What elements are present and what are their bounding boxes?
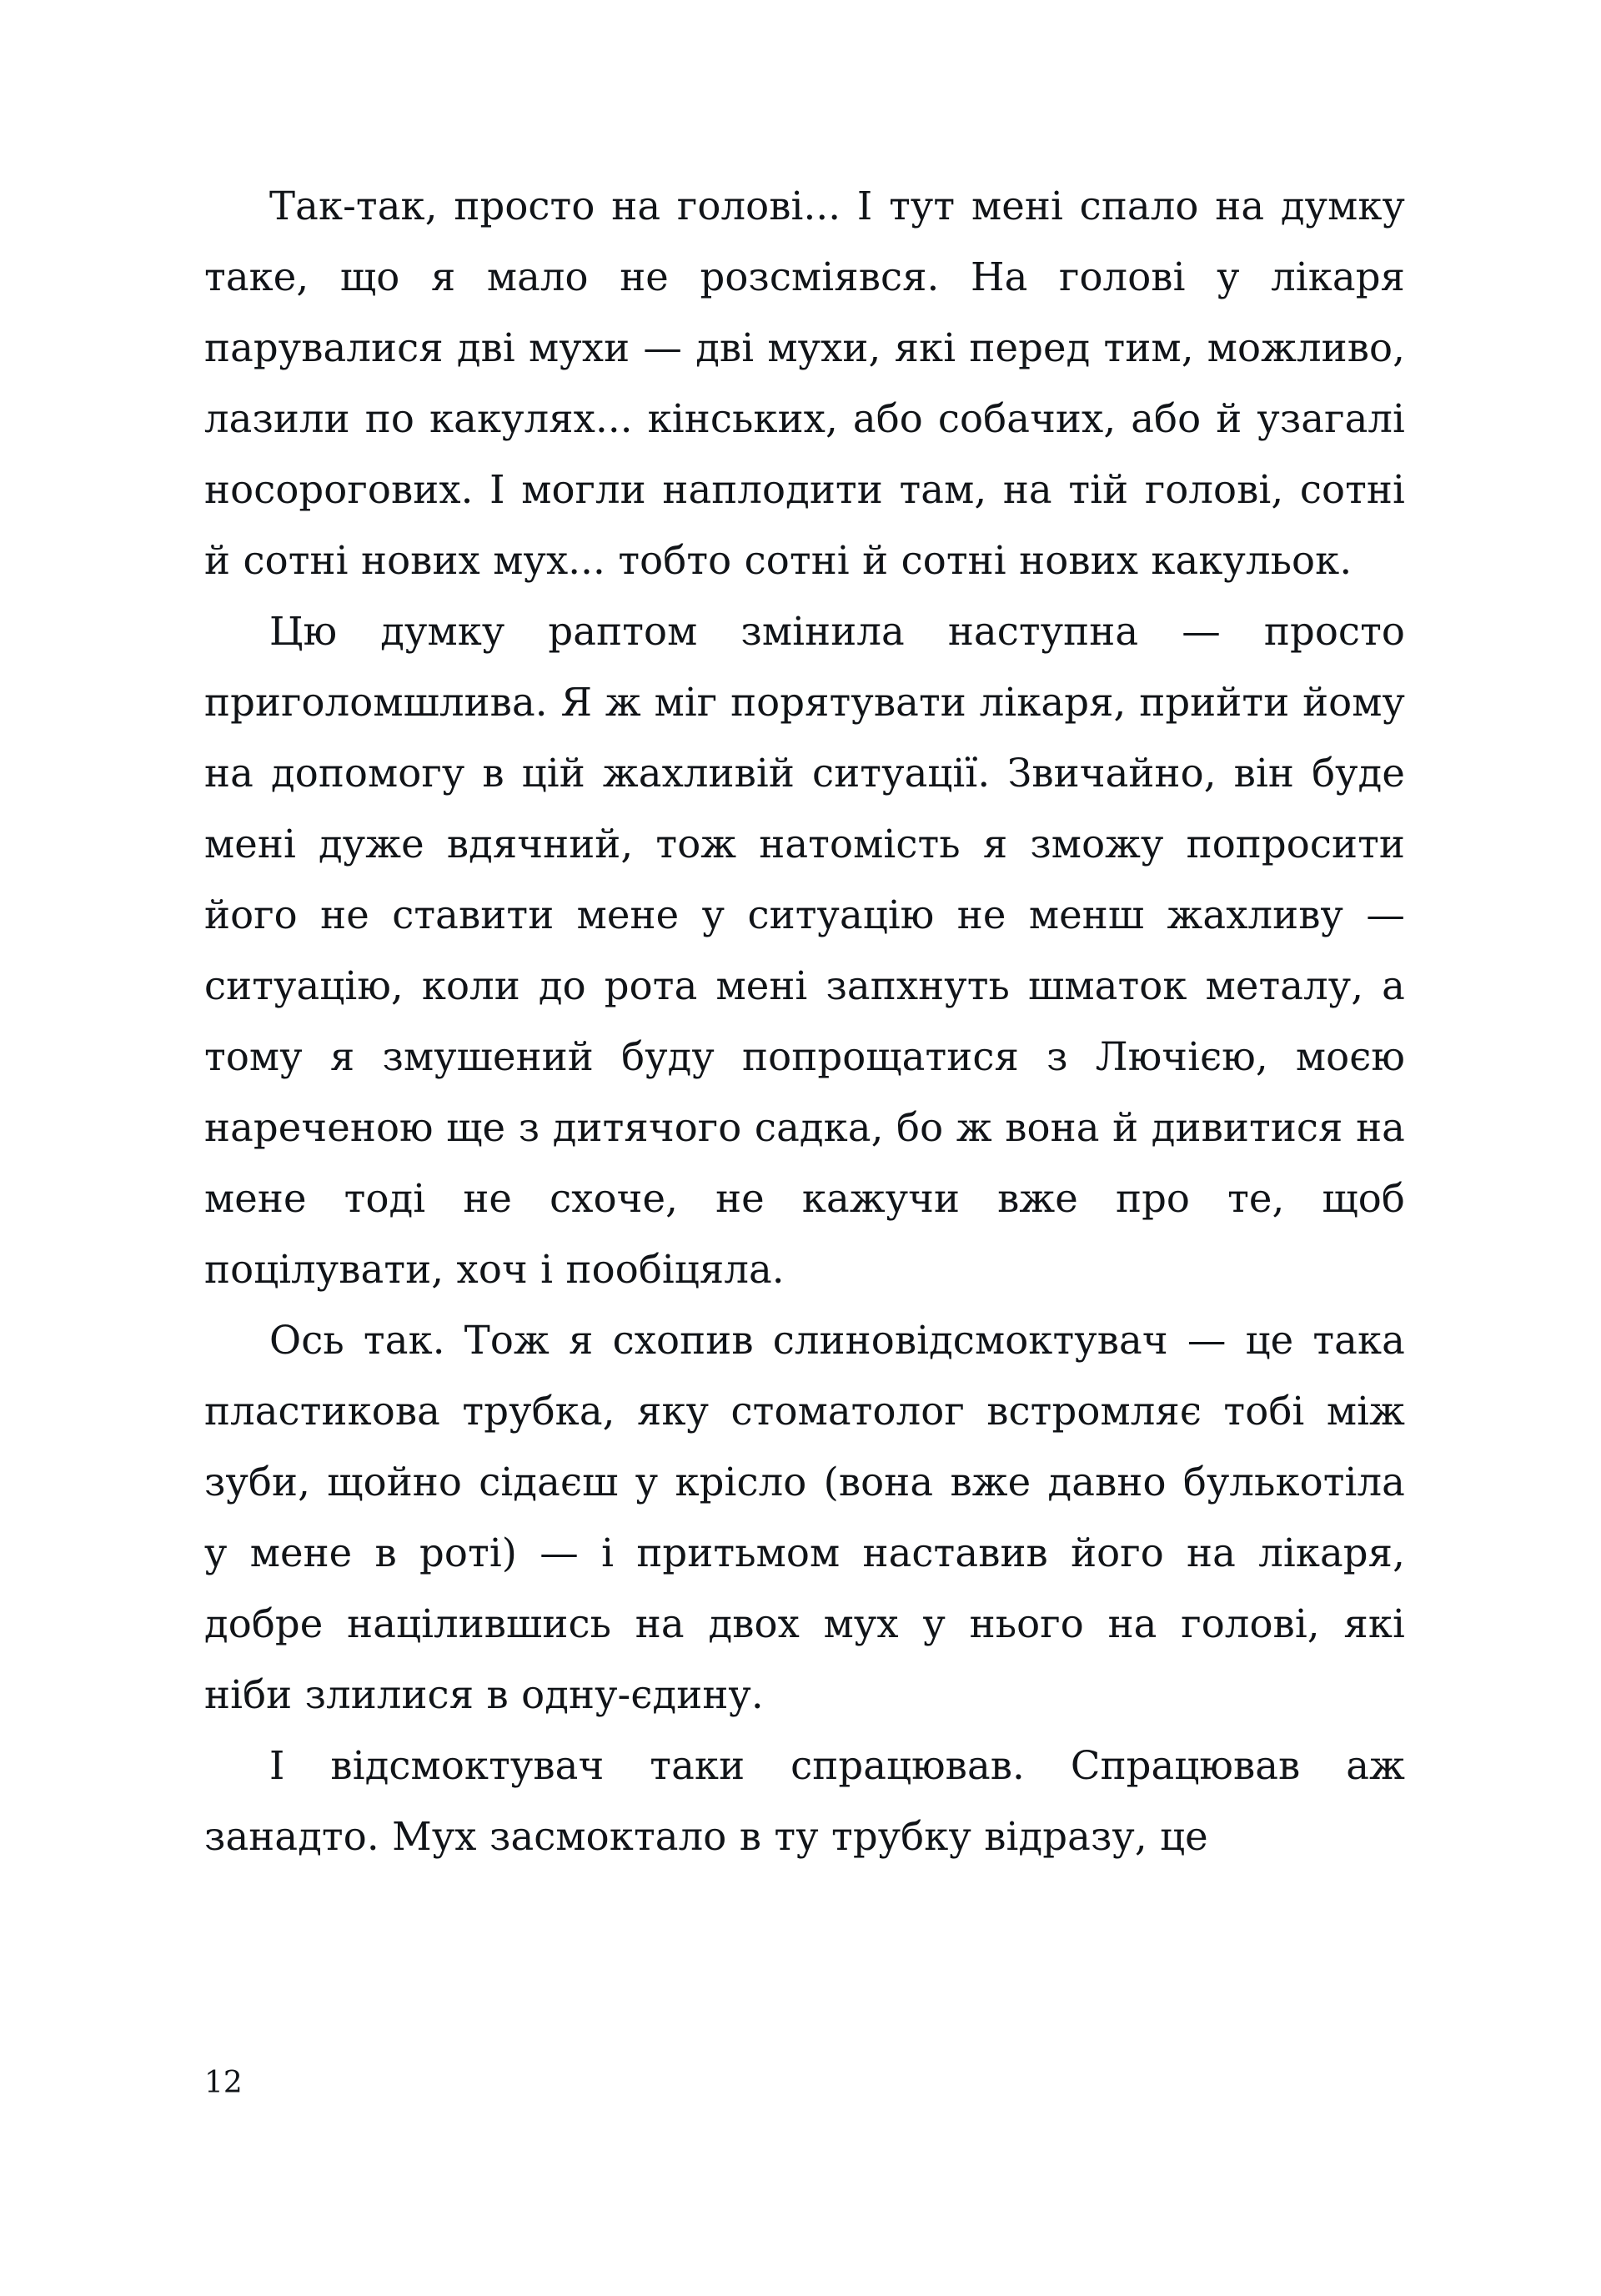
body-paragraph: Ось так. Тож я схопив слиновідсмоктувач — це така пластикова трубка, яку стоматолог встромляє тобі між зуби, щойно сідаєш у крісло (вона вже давно булькотіла у мене в роті) — і притьмом наставив його на лікаря, добре націлившись на двох мух у нього на голові, які ніби злилися в одну-єдину. xyxy=(204,1318,1405,1717)
page-text-column xyxy=(204,171,1405,1872)
body-paragraph: І відсмоктувач таки спрацював. Спрацював аж занадто. Мух засмоктало в ту трубку відразу, це xyxy=(204,1743,1405,1859)
body-paragraph: Так-так, просто на голові... І тут мені спало на думку таке, що я мало не розсміявся. На голові у лікаря парувалися дві мухи — дві мухи, які перед тим, можливо, лазили по какулях... кінських, або собачих, або й узагалі носорогових. І могли наплодити там, на тій голові, сотні й сотні нових мух... тобто сотні й сотні нових какульок. xyxy=(204,183,1405,583)
body-paragraph: Цю думку раптом змінила наступна — просто приголомшлива. Я ж міг порятувати лікаря, прийти йому на допомогу в цій жахливій ситуації. Звичайно, він буде мені дуже вдячний, тож натомість я зможу попросити його не ставити мене у ситуацію не менш жахливу — ситуацію, коли до рота мені запхнуть шматок металу, а тому я змушений буду попрощатися з Лючією, моєю нареченою ще з дитячого садка, бо ж вона й дивитися на мене тоді не схоче, не кажучи вже про те, щоб поцілувати, хоч і пообіцяла. xyxy=(204,609,1405,1292)
page-number: 12 xyxy=(204,2066,243,2100)
